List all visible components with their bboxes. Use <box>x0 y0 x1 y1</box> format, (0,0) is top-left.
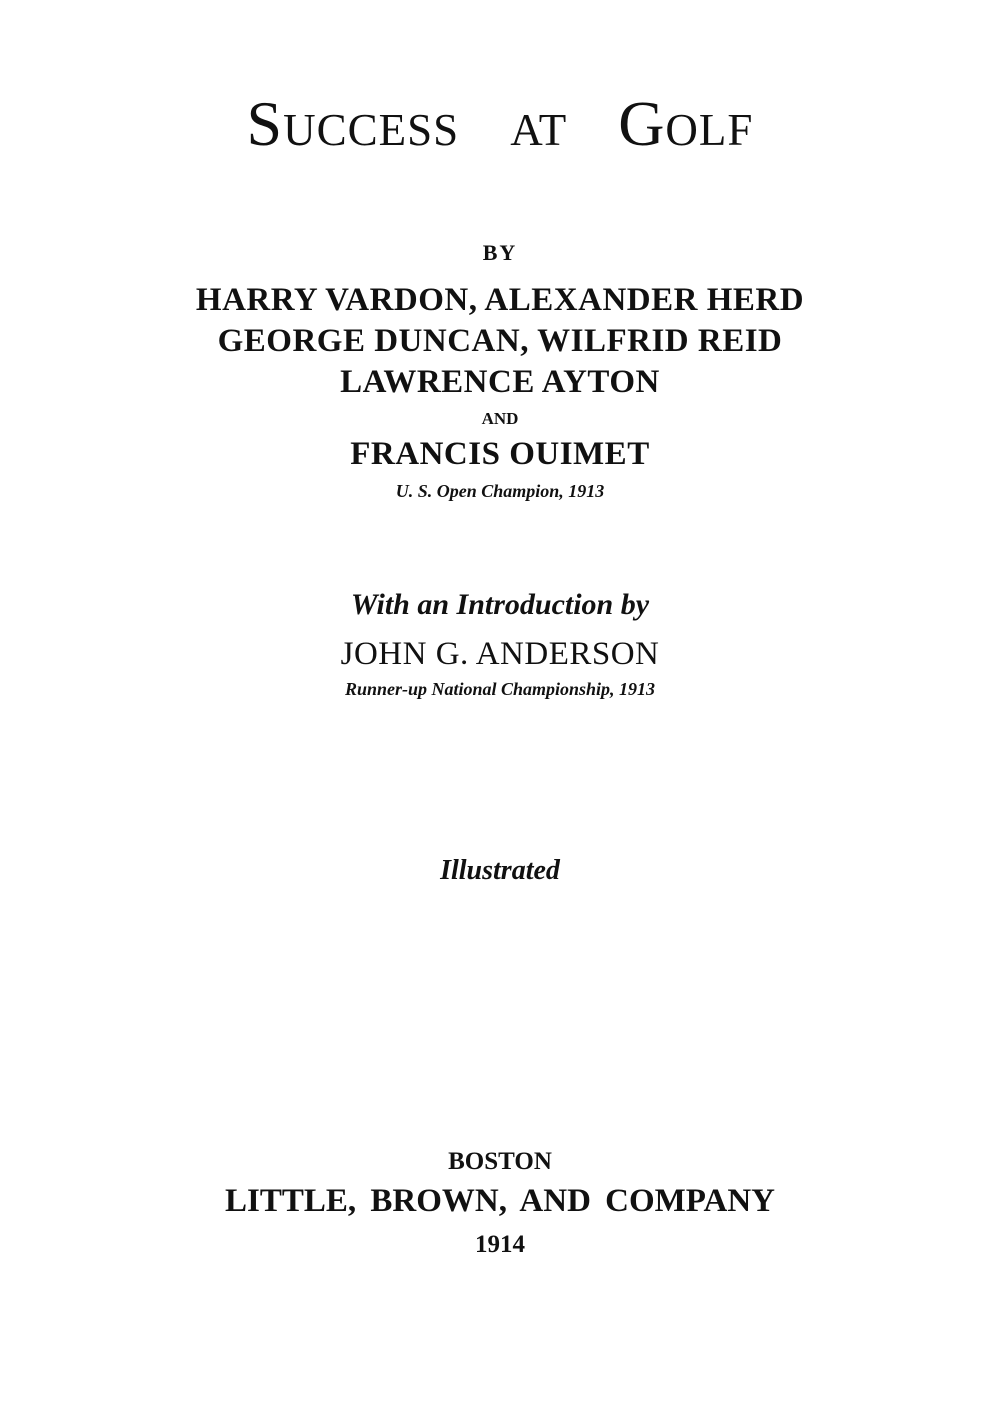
introduction-author: JOHN G. ANDERSON <box>340 636 660 672</box>
publisher-name: LITTLE, BROWN, AND COMPANY <box>224 1183 775 1219</box>
illustrated-label: Illustrated <box>440 855 560 886</box>
introduction-author-caption: Runner-up National Championship, 1913 <box>344 679 656 699</box>
introduction-label: With an Introduction by <box>350 588 650 621</box>
author-line-4: FRANCIS OUIMET <box>350 436 650 472</box>
author-line-3: LAWRENCE AYTON <box>340 364 660 400</box>
author-line-2: GEORGE DUNCAN, WILFRID REID <box>217 323 783 359</box>
book-title: Success at Golf <box>246 88 754 159</box>
by-label: BY <box>482 240 518 265</box>
publisher-city: BOSTON <box>448 1148 552 1175</box>
and-label: AND <box>481 409 519 428</box>
publication-year: 1914 <box>475 1231 525 1258</box>
author-caption: U. S. Open Champion, 1913 <box>395 481 605 501</box>
author-line-1: HARRY VARDON, ALEXANDER HERD <box>195 282 805 318</box>
